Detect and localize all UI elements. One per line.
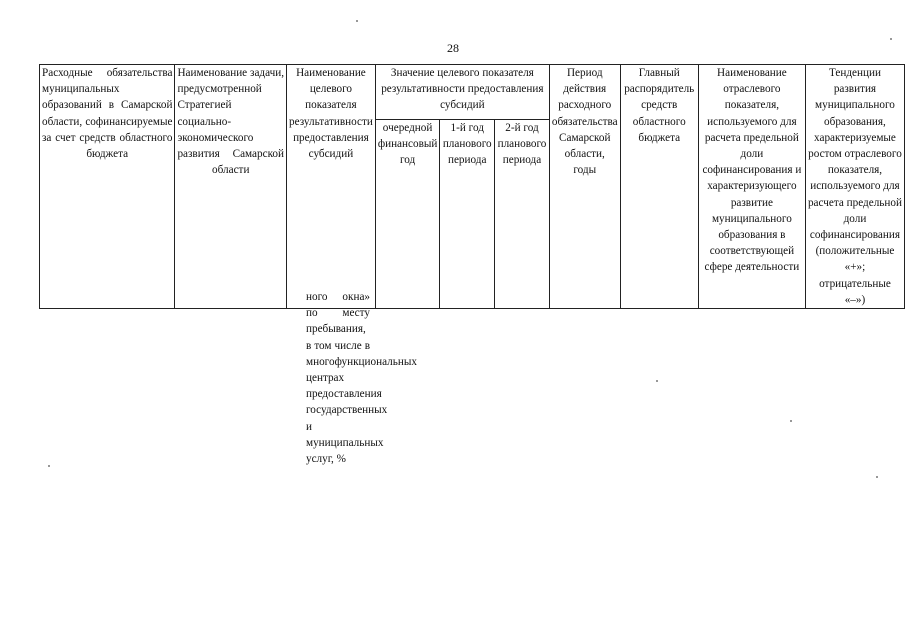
header-table: [39, 64, 905, 309]
scan-speck: [790, 420, 792, 422]
scan-speck: [656, 380, 658, 382]
header-task-name: Наименование задачи, предусмотренной Стратегией социально-экономического развития Самарской области: [175, 65, 287, 309]
header-chief-manager: Главный распорядитель средств областного бюджета: [620, 65, 698, 309]
indicator-continuation-text: ного окна» по месту пребывания, в том числе в многофункциональных центрах предоставления государственных и муниципальных услуг, %: [306, 291, 417, 466]
page-number: 28: [447, 41, 459, 55]
subheader-next-financial-year: очередной финансовый год: [375, 119, 440, 308]
header-indicator-name: Наименование целевого показателя результативности предоставления субсидий: [287, 65, 376, 309]
scan-speck: [876, 476, 878, 478]
scan-speck: [890, 38, 892, 40]
header-period: Период действия расходного обязательства Самарской области, годы: [549, 65, 620, 309]
subheader-plan-year-1: 1-й год планового периода: [440, 119, 495, 308]
scan-speck: [48, 465, 50, 467]
scan-speck: [356, 20, 358, 22]
header-target-value-group: Значение целевого показателя результативности предоставления субсидий: [375, 65, 549, 120]
header-sector-indicator: Наименование отраслевого показателя, используемого для расчета предельной доли софинансирования и характеризующего развитие муниципального образования в соответствующей сфере деятельности: [698, 65, 805, 309]
header-spending-obligations: Расходные обязательства муниципальных образований в Самарской области, софинансируемые за счет средств областного бюджета: [40, 65, 175, 309]
header-development-trends: Тенденции развития муниципального образования, характеризуемые ростом отраслевого показателя, используемого для расчета предельной доли софинансирования (положительные «+»; отрицательные «–»): [805, 65, 904, 309]
subheader-plan-year-2: 2-й год планового периода: [495, 119, 550, 308]
